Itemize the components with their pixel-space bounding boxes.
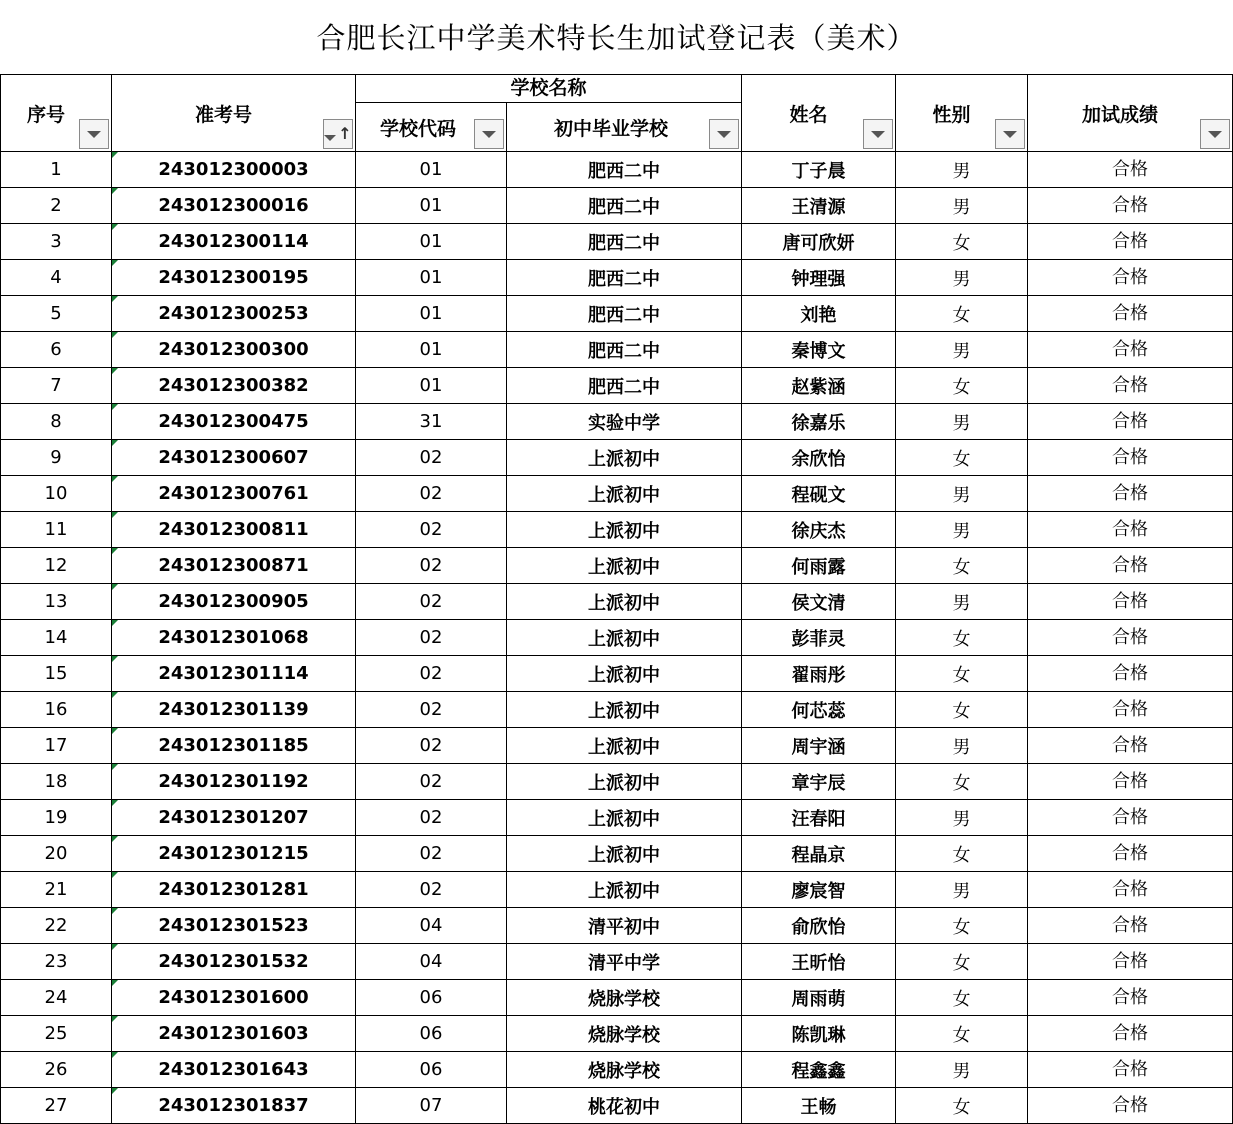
cell-name[interactable]: 徐庆杰 — [742, 512, 896, 548]
filter-school-code-button[interactable] — [474, 119, 504, 149]
header-school-group-label: 学校名称 — [510, 77, 587, 99]
cell-seq[interactable]: 23 — [1, 944, 112, 980]
cell-name[interactable]: 廖宸智 — [742, 872, 896, 908]
cell-gender[interactable]: 女 — [896, 440, 1028, 476]
cell-name[interactable]: 丁子晨 — [742, 152, 896, 188]
cell-gender[interactable]: 女 — [896, 1088, 1028, 1124]
cell-name[interactable]: 秦博文 — [742, 332, 896, 368]
cell-school-name[interactable]: 上派初中 — [507, 800, 742, 836]
cell-school-name[interactable]: 肥西二中 — [507, 152, 742, 188]
table-row — [1, 152, 1233, 188]
cell-gender[interactable]: 男 — [896, 152, 1028, 188]
cell-school-code[interactable]: 01 — [356, 224, 507, 260]
table-row — [1, 620, 1233, 656]
cell-result[interactable]: 合格 — [1028, 1088, 1233, 1124]
cell-gender[interactable]: 男 — [896, 512, 1028, 548]
cell-name[interactable]: 彭菲灵 — [742, 620, 896, 656]
cell-seq[interactable]: 3 — [1, 224, 112, 260]
header-school-code-label: 学校代码 — [379, 117, 456, 140]
cell-school-name[interactable]: 实验中学 — [507, 404, 742, 440]
table-row — [1, 584, 1233, 620]
cell-exam-no[interactable]: 243012301068 — [112, 620, 356, 656]
table-row — [1, 1088, 1233, 1124]
cell-result[interactable]: 合格 — [1028, 296, 1233, 332]
table-row — [1, 800, 1233, 836]
cell-school-name[interactable]: 上派初中 — [507, 476, 742, 512]
cell-gender[interactable]: 男 — [896, 584, 1028, 620]
cell-result[interactable]: 合格 — [1028, 584, 1233, 620]
header-gender-label: 性别 — [932, 103, 971, 126]
header-seq-label: 序号 — [26, 103, 65, 126]
cell-seq[interactable]: 19 — [1, 800, 112, 836]
cell-gender[interactable]: 男 — [896, 476, 1028, 512]
cell-result[interactable]: 合格 — [1028, 1016, 1233, 1052]
cell-seq[interactable]: 7 — [1, 368, 112, 404]
table-row — [1, 944, 1233, 980]
table-row — [1, 1052, 1233, 1088]
cell-seq[interactable]: 4 — [1, 260, 112, 296]
cell-exam-no[interactable]: 243012300811 — [112, 512, 356, 548]
cell-exam-no[interactable]: 243012301114 — [112, 656, 356, 692]
cell-gender[interactable]: 男 — [896, 260, 1028, 296]
cell-seq[interactable]: 25 — [1, 1016, 112, 1052]
cell-seq[interactable]: 22 — [1, 908, 112, 944]
header-gender — [896, 75, 1028, 152]
header-exam-no — [112, 75, 356, 152]
cell-exam-no[interactable]: 243012301185 — [112, 728, 356, 764]
cell-school-name[interactable]: 肥西二中 — [507, 188, 742, 224]
cell-result[interactable]: 合格 — [1028, 908, 1233, 944]
filter-gender-button[interactable] — [995, 119, 1025, 149]
cell-result[interactable]: 合格 — [1028, 512, 1233, 548]
cell-result[interactable]: 合格 — [1028, 944, 1233, 980]
header-school-code — [356, 103, 507, 152]
chevron-down-icon — [482, 131, 496, 138]
cell-exam-no[interactable]: 243012301207 — [112, 800, 356, 836]
cell-name[interactable]: 王昕怡 — [742, 944, 896, 980]
cell-school-name[interactable]: 上派初中 — [507, 584, 742, 620]
cell-exam-no[interactable]: 243012300016 — [112, 188, 356, 224]
table-body — [1, 152, 1233, 1124]
cell-seq[interactable]: 17 — [1, 728, 112, 764]
cell-result[interactable]: 合格 — [1028, 440, 1233, 476]
cell-exam-no[interactable]: 243012300253 — [112, 296, 356, 332]
cell-school-name[interactable]: 上派初中 — [507, 836, 742, 872]
cell-result[interactable]: 合格 — [1028, 620, 1233, 656]
cell-exam-no[interactable]: 243012300114 — [112, 224, 356, 260]
cell-gender[interactable]: 男 — [896, 188, 1028, 224]
cell-name[interactable]: 余欣怡 — [742, 440, 896, 476]
table-row — [1, 1016, 1233, 1052]
table-row — [1, 908, 1233, 944]
cell-school-code[interactable]: 02 — [356, 440, 507, 476]
cell-seq[interactable]: 6 — [1, 332, 112, 368]
cell-gender[interactable]: 女 — [896, 764, 1028, 800]
table-row — [1, 476, 1233, 512]
cell-school-code[interactable]: 01 — [356, 332, 507, 368]
table-row — [1, 188, 1233, 224]
cell-seq[interactable]: 13 — [1, 584, 112, 620]
cell-school-code[interactable]: 02 — [356, 476, 507, 512]
filter-school-name-button[interactable] — [709, 119, 739, 149]
chevron-down-icon — [871, 131, 885, 138]
cell-seq[interactable]: 20 — [1, 836, 112, 872]
table-row — [1, 836, 1233, 872]
header-name — [742, 75, 896, 152]
cell-name[interactable]: 周宇涵 — [742, 728, 896, 764]
cell-school-name[interactable]: 烧脉学校 — [507, 1016, 742, 1052]
cell-gender[interactable]: 女 — [896, 908, 1028, 944]
cell-school-code[interactable]: 02 — [356, 764, 507, 800]
cell-result[interactable]: 合格 — [1028, 260, 1233, 296]
cell-school-code[interactable]: 01 — [356, 296, 507, 332]
cell-name[interactable]: 何芯蕊 — [742, 692, 896, 728]
table-row — [1, 404, 1233, 440]
cell-result[interactable]: 合格 — [1028, 872, 1233, 908]
cell-name[interactable]: 王畅 — [742, 1088, 896, 1124]
cell-seq[interactable]: 21 — [1, 872, 112, 908]
cell-exam-no[interactable]: 243012300905 — [112, 584, 356, 620]
cell-school-name[interactable]: 上派初中 — [507, 764, 742, 800]
table-row — [1, 548, 1233, 584]
cell-school-code[interactable]: 04 — [356, 944, 507, 980]
cell-name[interactable]: 陈凯琳 — [742, 1016, 896, 1052]
cell-school-name[interactable]: 肥西二中 — [507, 368, 742, 404]
cell-name[interactable]: 刘艳 — [742, 296, 896, 332]
cell-exam-no[interactable]: 243012300382 — [112, 368, 356, 404]
cell-school-code[interactable]: 06 — [356, 980, 507, 1016]
cell-exam-no[interactable]: 243012301192 — [112, 764, 356, 800]
cell-seq[interactable]: 14 — [1, 620, 112, 656]
cell-name[interactable]: 程晶京 — [742, 836, 896, 872]
cell-name[interactable]: 徐嘉乐 — [742, 404, 896, 440]
header-school-name-label: 初中毕业学校 — [554, 117, 669, 140]
cell-school-code[interactable]: 02 — [356, 872, 507, 908]
filter-result-button[interactable] — [1200, 119, 1230, 149]
cell-school-code[interactable]: 01 — [356, 188, 507, 224]
cell-gender[interactable]: 男 — [896, 404, 1028, 440]
cell-school-code[interactable]: 02 — [356, 656, 507, 692]
cell-seq[interactable]: 15 — [1, 656, 112, 692]
cell-school-name[interactable]: 上派初中 — [507, 692, 742, 728]
cell-school-name[interactable]: 清平中学 — [507, 944, 742, 980]
cell-result[interactable]: 合格 — [1028, 404, 1233, 440]
cell-seq[interactable]: 11 — [1, 512, 112, 548]
cell-seq[interactable]: 8 — [1, 404, 112, 440]
cell-seq[interactable]: 2 — [1, 188, 112, 224]
cell-result[interactable]: 合格 — [1028, 800, 1233, 836]
table-row — [1, 440, 1233, 476]
cell-result[interactable]: 合格 — [1028, 224, 1233, 260]
cell-name[interactable]: 程砚文 — [742, 476, 896, 512]
table-row — [1, 224, 1233, 260]
header-school-group — [356, 75, 742, 103]
cell-exam-no[interactable]: 243012300003 — [112, 152, 356, 188]
cell-name[interactable]: 汪春阳 — [742, 800, 896, 836]
cell-name[interactable]: 俞欣怡 — [742, 908, 896, 944]
table-row — [1, 692, 1233, 728]
table-row — [1, 332, 1233, 368]
cell-gender[interactable]: 男 — [896, 728, 1028, 764]
chevron-down-icon — [1208, 131, 1222, 138]
header-seq — [1, 75, 112, 152]
cell-result[interactable]: 合格 — [1028, 332, 1233, 368]
cell-school-code[interactable]: 02 — [356, 728, 507, 764]
chevron-down-icon — [324, 135, 336, 141]
table-row — [1, 980, 1233, 1016]
cell-exam-no[interactable]: 243012301139 — [112, 692, 356, 728]
table-row — [1, 512, 1233, 548]
cell-gender[interactable]: 女 — [896, 224, 1028, 260]
header-school-name — [507, 103, 742, 152]
cell-school-code[interactable]: 06 — [356, 1016, 507, 1052]
cell-gender[interactable]: 男 — [896, 332, 1028, 368]
cell-exam-no[interactable]: 243012301643 — [112, 1052, 356, 1088]
cell-gender[interactable]: 女 — [896, 368, 1028, 404]
cell-result[interactable]: 合格 — [1028, 764, 1233, 800]
cell-name[interactable]: 章宇辰 — [742, 764, 896, 800]
cell-exam-no[interactable]: 243012300300 — [112, 332, 356, 368]
cell-school-code[interactable]: 02 — [356, 800, 507, 836]
table-row — [1, 728, 1233, 764]
cell-exam-no[interactable]: 243012301215 — [112, 836, 356, 872]
cell-school-name[interactable]: 烧脉学校 — [507, 1052, 742, 1088]
table-row — [1, 368, 1233, 404]
cell-school-name[interactable]: 上派初中 — [507, 440, 742, 476]
cell-school-name[interactable]: 上派初中 — [507, 656, 742, 692]
cell-exam-no[interactable]: 243012301532 — [112, 944, 356, 980]
cell-exam-no[interactable]: 243012301281 — [112, 872, 356, 908]
cell-result[interactable]: 合格 — [1028, 188, 1233, 224]
cell-school-name[interactable]: 肥西二中 — [507, 332, 742, 368]
cell-exam-no[interactable]: 243012301603 — [112, 1016, 356, 1052]
sheet-title: 合肥长江中学美术特长生加试登记表（美术） — [316, 21, 917, 55]
cell-gender[interactable]: 女 — [896, 980, 1028, 1016]
header-result — [1028, 75, 1233, 152]
cell-school-name[interactable]: 桃花初中 — [507, 1088, 742, 1124]
cell-gender[interactable]: 女 — [896, 548, 1028, 584]
cell-gender[interactable]: 女 — [896, 296, 1028, 332]
filter-exam-no-button[interactable] — [323, 119, 353, 149]
cell-result[interactable]: 合格 — [1028, 836, 1233, 872]
filter-name-button[interactable] — [863, 119, 893, 149]
cell-result[interactable]: 合格 — [1028, 476, 1233, 512]
cell-school-code[interactable]: 01 — [356, 260, 507, 296]
cell-school-name[interactable]: 肥西二中 — [507, 260, 742, 296]
cell-name[interactable]: 钟理强 — [742, 260, 896, 296]
cell-school-code[interactable]: 02 — [356, 584, 507, 620]
cell-seq[interactable]: 9 — [1, 440, 112, 476]
cell-school-code[interactable]: 02 — [356, 836, 507, 872]
header-exam-no-label: 准考号 — [194, 103, 252, 126]
cell-school-code[interactable]: 31 — [356, 404, 507, 440]
cell-gender[interactable]: 女 — [896, 692, 1028, 728]
cell-school-name[interactable]: 清平初中 — [507, 908, 742, 944]
cell-school-name[interactable]: 肥西二中 — [507, 224, 742, 260]
cell-result[interactable]: 合格 — [1028, 728, 1233, 764]
cell-school-name[interactable]: 上派初中 — [507, 728, 742, 764]
cell-school-code[interactable]: 02 — [356, 692, 507, 728]
cell-gender[interactable]: 女 — [896, 836, 1028, 872]
cell-gender[interactable]: 女 — [896, 1016, 1028, 1052]
table-row — [1, 764, 1233, 800]
sort-ascending-icon: ↑ — [338, 124, 352, 143]
cell-seq[interactable]: 16 — [1, 692, 112, 728]
header-name-label: 姓名 — [789, 103, 828, 126]
cell-name[interactable]: 周雨萌 — [742, 980, 896, 1016]
cell-school-name[interactable]: 上派初中 — [507, 548, 742, 584]
chevron-down-icon — [1003, 131, 1017, 138]
filter-seq-button[interactable] — [79, 119, 109, 149]
cell-gender[interactable]: 男 — [896, 800, 1028, 836]
cell-seq[interactable]: 18 — [1, 764, 112, 800]
cell-exam-no[interactable]: 243012301523 — [112, 908, 356, 944]
cell-name[interactable]: 唐可欣妍 — [742, 224, 896, 260]
cell-exam-no[interactable]: 243012301600 — [112, 980, 356, 1016]
table-row — [1, 296, 1233, 332]
cell-seq[interactable]: 1 — [1, 152, 112, 188]
table-row — [1, 872, 1233, 908]
cell-exam-no[interactable]: 243012300195 — [112, 260, 356, 296]
cell-seq[interactable]: 12 — [1, 548, 112, 584]
cell-exam-no[interactable]: 243012301837 — [112, 1088, 356, 1124]
cell-name[interactable]: 程鑫鑫 — [742, 1052, 896, 1088]
cell-school-code[interactable]: 02 — [356, 548, 507, 584]
cell-seq[interactable]: 24 — [1, 980, 112, 1016]
cell-name[interactable]: 何雨露 — [742, 548, 896, 584]
cell-school-code[interactable]: 07 — [356, 1088, 507, 1124]
cell-gender[interactable]: 男 — [896, 1052, 1028, 1088]
cell-result[interactable]: 合格 — [1028, 656, 1233, 692]
cell-result[interactable]: 合格 — [1028, 548, 1233, 584]
cell-gender[interactable]: 女 — [896, 944, 1028, 980]
cell-name[interactable]: 赵紫涵 — [742, 368, 896, 404]
cell-exam-no[interactable]: 243012300607 — [112, 440, 356, 476]
cell-gender[interactable]: 女 — [896, 620, 1028, 656]
cell-school-code[interactable]: 06 — [356, 1052, 507, 1088]
table-row — [1, 656, 1233, 692]
cell-school-name[interactable]: 上派初中 — [507, 620, 742, 656]
cell-name[interactable]: 王清源 — [742, 188, 896, 224]
cell-gender[interactable]: 女 — [896, 656, 1028, 692]
cell-school-code[interactable]: 01 — [356, 152, 507, 188]
cell-seq[interactable]: 10 — [1, 476, 112, 512]
cell-seq[interactable]: 27 — [1, 1088, 112, 1124]
cell-result[interactable]: 合格 — [1028, 692, 1233, 728]
cell-gender[interactable]: 男 — [896, 872, 1028, 908]
cell-school-name[interactable]: 上派初中 — [507, 872, 742, 908]
chevron-down-icon — [87, 131, 101, 138]
chevron-down-icon — [717, 131, 731, 138]
cell-school-code[interactable]: 01 — [356, 368, 507, 404]
cell-name[interactable]: 侯文清 — [742, 584, 896, 620]
cell-school-code[interactable]: 04 — [356, 908, 507, 944]
cell-exam-no[interactable]: 243012300475 — [112, 404, 356, 440]
cell-result[interactable]: 合格 — [1028, 368, 1233, 404]
cell-school-code[interactable]: 02 — [356, 512, 507, 548]
cell-school-name[interactable]: 烧脉学校 — [507, 980, 742, 1016]
cell-result[interactable]: 合格 — [1028, 1052, 1233, 1088]
cell-result[interactable]: 合格 — [1028, 152, 1233, 188]
cell-school-code[interactable]: 02 — [356, 620, 507, 656]
table-row — [1, 260, 1233, 296]
header-result-label: 加试成绩 — [1082, 103, 1159, 126]
cell-school-name[interactable]: 上派初中 — [507, 512, 742, 548]
cell-seq[interactable]: 26 — [1, 1052, 112, 1088]
cell-seq[interactable]: 5 — [1, 296, 112, 332]
cell-name[interactable]: 翟雨彤 — [742, 656, 896, 692]
cell-result[interactable]: 合格 — [1028, 980, 1233, 1016]
cell-exam-no[interactable]: 243012300871 — [112, 548, 356, 584]
header-row-top — [1, 75, 1233, 103]
cell-school-name[interactable]: 肥西二中 — [507, 296, 742, 332]
registration-table — [0, 74, 1233, 1124]
cell-exam-no[interactable]: 243012300761 — [112, 476, 356, 512]
